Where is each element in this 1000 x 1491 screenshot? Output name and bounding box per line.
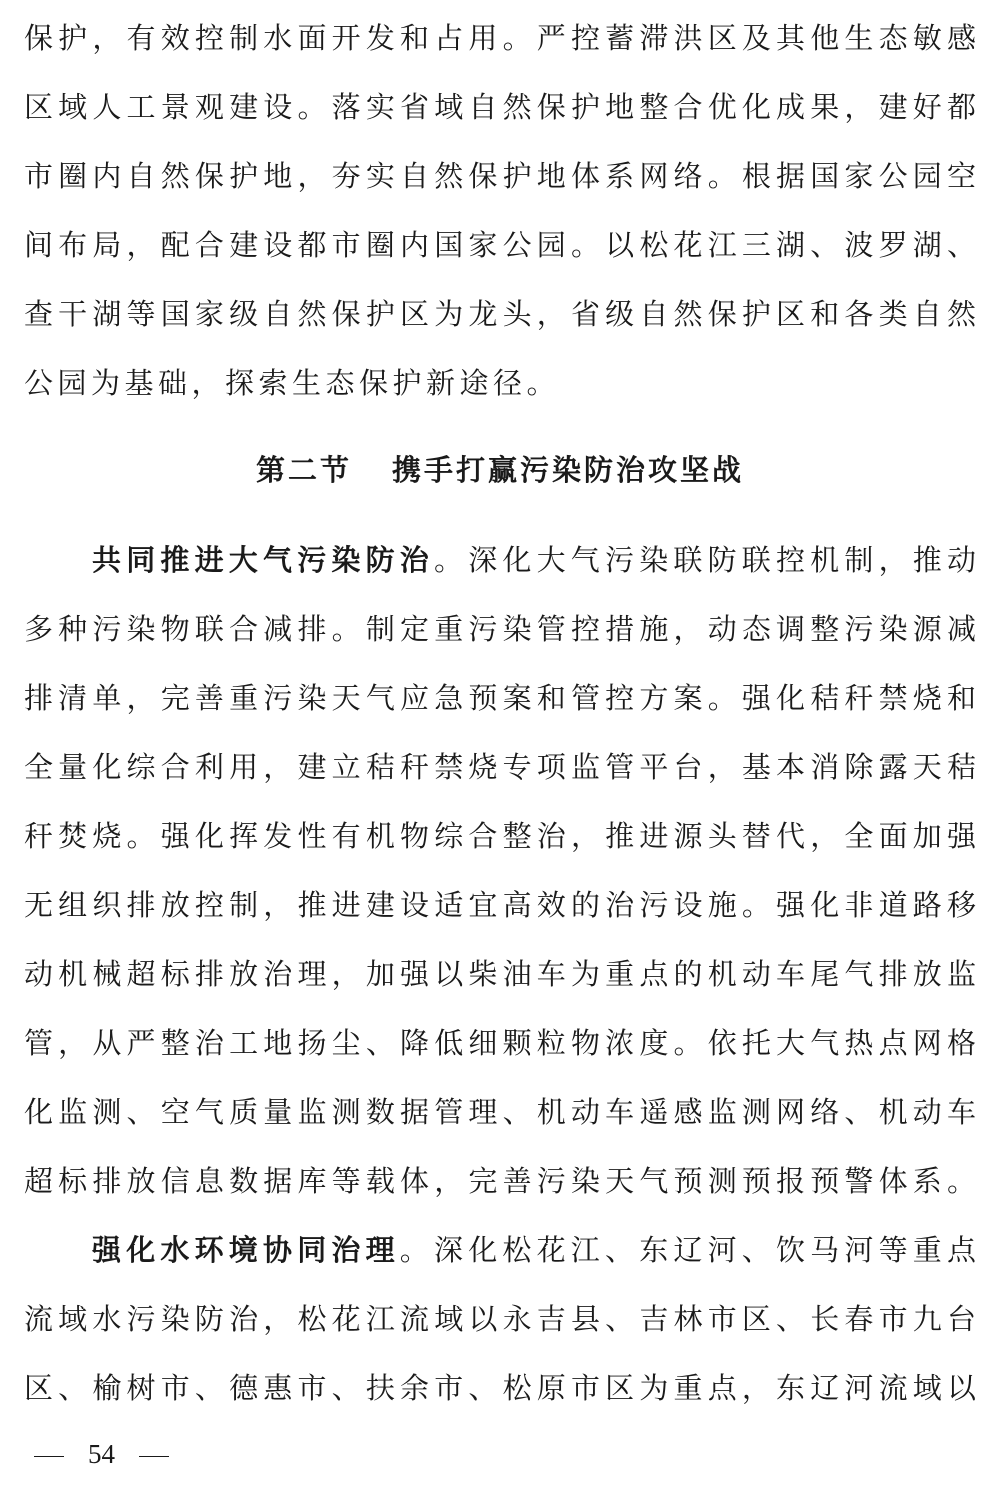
section-number: 第二节 bbox=[255, 453, 352, 487]
paragraph-lead: 强化水环境协同治理 bbox=[92, 1233, 400, 1267]
page-number-value: 54 bbox=[88, 1439, 115, 1469]
text-line: 流域水污染防治，松花江流域以永吉县、吉林市区、长春市九台 bbox=[24, 1302, 976, 1336]
text-line: 市圈内自然保护地，夯实自然保护地体系网络。根据国家公园空 bbox=[24, 159, 976, 193]
text-line: 化监测、空气质量监测数据管理、机动车遥感监测网络、机动车 bbox=[24, 1095, 976, 1129]
text-line: 动机械超标排放治理，加强以柴油车为重点的机动车尾气排放监 bbox=[24, 957, 976, 991]
paragraph-lead: 共同推进大气污染防治 bbox=[92, 543, 434, 577]
text-line: 全量化综合利用，建立秸秆禁烧专项监管平台，基本消除露天秸 bbox=[24, 750, 976, 784]
page-number-dash-right bbox=[139, 1456, 169, 1457]
paragraph-text: 。深化松花江、东辽河、饮马河等重点 bbox=[399, 1233, 976, 1267]
text-line: 保护，有效控制水面开发和占用。严控蓄滞洪区及其他生态敏感 bbox=[24, 21, 976, 55]
section-heading bbox=[0, 440, 1000, 500]
text-line: 多种污染物联合减排。制定重污染管控措施，动态调整污染源减 bbox=[24, 612, 976, 646]
text-line: 秆焚烧。强化挥发性有机物综合整治，推进源头替代，全面加强 bbox=[24, 819, 976, 853]
text-line: 排清单，完善重污染天气应急预案和管控方案。强化秸秆禁烧和 bbox=[24, 681, 976, 715]
text-line: 管，从严整治工地扬尘、降低细颗粒物浓度。依托大气热点网格 bbox=[24, 1026, 976, 1060]
text-line bbox=[92, 1220, 976, 1280]
page-number bbox=[34, 1428, 169, 1480]
text-line: 超标排放信息数据库等载体，完善污染天气预测预报预警体系。 bbox=[24, 1164, 976, 1198]
page-number-dash-left bbox=[34, 1456, 64, 1457]
section-title: 携手打赢污染防治攻坚战 bbox=[392, 453, 745, 487]
text-line: 区、榆树市、德惠市、扶余市、松原市区为重点，东辽河流域以 bbox=[24, 1371, 976, 1405]
text-line bbox=[92, 530, 976, 590]
text-line: 无组织排放控制，推进建设适宜高效的治污设施。强化非道路移 bbox=[24, 888, 976, 922]
text-line: 间布局，配合建设都市圈内国家公园。以松花江三湖、波罗湖、 bbox=[24, 228, 976, 262]
text-line: 查干湖等国家级自然保护区为龙头，省级自然保护区和各类自然 bbox=[24, 297, 976, 331]
text-line: 区域人工景观建设。落实省域自然保护地整合优化成果，建好都 bbox=[24, 90, 976, 124]
text-line: 公园为基础，探索生态保护新途径。 bbox=[24, 366, 561, 400]
paragraph-text: 。深化大气污染联防联控机制，推动 bbox=[434, 543, 976, 577]
